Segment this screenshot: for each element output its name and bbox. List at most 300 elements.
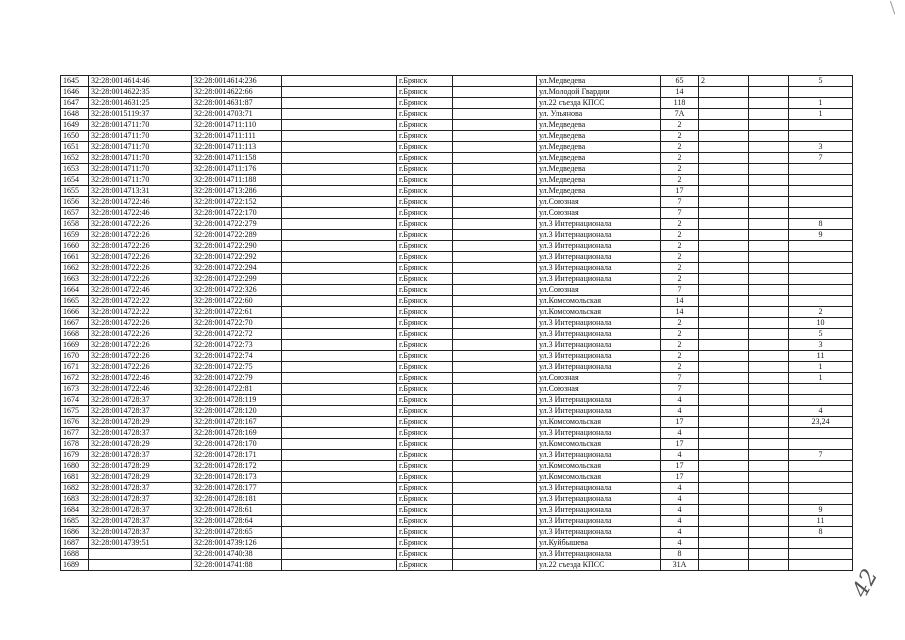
table-row (61, 142, 853, 153)
city-cell: г.Брянск (397, 263, 453, 274)
row-number-cell: 1651 (61, 142, 89, 153)
owner-cell (282, 329, 397, 340)
city-cell: г.Брянск (397, 483, 453, 494)
city-cell: г.Брянск (397, 131, 453, 142)
house-cell: 118 (661, 98, 699, 109)
cadastral-number-cell: 32:28:0014722:292 (192, 252, 282, 263)
building-cell (699, 406, 749, 417)
owner-cell (282, 241, 397, 252)
cadastral-quarter-cell: 32:28:0014722:46 (89, 197, 192, 208)
owner-cell (282, 175, 397, 186)
owner-cell (282, 307, 397, 318)
cadastral-quarter-cell: 32:28:0014711:70 (89, 142, 192, 153)
locality-cell (453, 373, 537, 384)
house-cell: 8 (661, 549, 699, 560)
locality-cell (453, 208, 537, 219)
cadastral-number-cell: 32:28:0014728:177 (192, 483, 282, 494)
room-cell: 1 (789, 362, 853, 373)
locality-cell (453, 439, 537, 450)
house-cell: 2 (661, 241, 699, 252)
street-cell: ул.Медведева (537, 175, 661, 186)
cadastral-quarter-cell: 32:28:0014722:46 (89, 384, 192, 395)
apartment-cell (749, 98, 789, 109)
house-cell: 2 (661, 219, 699, 230)
apartment-cell (749, 164, 789, 175)
cadastral-number-cell: 32:28:0014722:79 (192, 373, 282, 384)
owner-cell (282, 483, 397, 494)
row-number-cell: 1685 (61, 516, 89, 527)
cadastral-number-cell: 32:28:0014728:172 (192, 461, 282, 472)
house-cell: 4 (661, 406, 699, 417)
cadastral-quarter-cell: 32:28:0014711:70 (89, 120, 192, 131)
locality-cell (453, 362, 537, 373)
street-cell: ул.3 Интернационала (537, 505, 661, 516)
city-cell: г.Брянск (397, 197, 453, 208)
cadastral-quarter-cell (89, 560, 192, 571)
building-cell (699, 274, 749, 285)
building-cell (699, 538, 749, 549)
apartment-cell (749, 395, 789, 406)
cadastral-number-cell: 32:28:0014722:279 (192, 219, 282, 230)
table-row (61, 538, 853, 549)
building-cell (699, 120, 749, 131)
room-cell (789, 472, 853, 483)
row-number-cell: 1650 (61, 131, 89, 142)
apartment-cell (749, 175, 789, 186)
apartment-cell (749, 153, 789, 164)
building-cell (699, 219, 749, 230)
owner-cell (282, 76, 397, 87)
row-number-cell: 1689 (61, 560, 89, 571)
row-number-cell: 1672 (61, 373, 89, 384)
street-cell: ул.Комсомольская (537, 461, 661, 472)
owner-cell (282, 527, 397, 538)
house-cell: 14 (661, 307, 699, 318)
building-cell (699, 516, 749, 527)
cadastral-number-cell: 32:28:0014728:169 (192, 428, 282, 439)
row-number-cell: 1649 (61, 120, 89, 131)
room-cell: 5 (789, 329, 853, 340)
apartment-cell (749, 109, 789, 120)
cadastral-quarter-cell: 32:28:0014622:35 (89, 87, 192, 98)
cadastral-quarter-cell: 32:28:0014728:37 (89, 428, 192, 439)
room-cell: 3 (789, 340, 853, 351)
locality-cell (453, 285, 537, 296)
locality-cell (453, 219, 537, 230)
room-cell (789, 175, 853, 186)
room-cell (789, 439, 853, 450)
street-cell: ул.3 Интернационала (537, 351, 661, 362)
building-cell (699, 252, 749, 263)
owner-cell (282, 208, 397, 219)
city-cell: г.Брянск (397, 461, 453, 472)
apartment-cell (749, 560, 789, 571)
cadastral-number-cell: 32:28:0014728:181 (192, 494, 282, 505)
table-row (61, 109, 853, 120)
room-cell: 1 (789, 109, 853, 120)
locality-cell (453, 142, 537, 153)
room-cell (789, 164, 853, 175)
city-cell: г.Брянск (397, 549, 453, 560)
cadastral-number-cell: 32:28:0014711:110 (192, 120, 282, 131)
cadastral-number-cell: 32:28:0014740:38 (192, 549, 282, 560)
building-cell (699, 131, 749, 142)
house-cell: 4 (661, 516, 699, 527)
cadastral-number-cell: 32:28:0014703:71 (192, 109, 282, 120)
building-cell (699, 175, 749, 186)
city-cell: г.Брянск (397, 494, 453, 505)
locality-cell (453, 307, 537, 318)
row-number-cell: 1676 (61, 417, 89, 428)
locality-cell (453, 109, 537, 120)
building-cell (699, 153, 749, 164)
cadastral-quarter-cell: 32:28:0014711:70 (89, 175, 192, 186)
cadastral-number-cell: 32:28:0014622:66 (192, 87, 282, 98)
owner-cell (282, 120, 397, 131)
city-cell: г.Брянск (397, 252, 453, 263)
row-number-cell: 1655 (61, 186, 89, 197)
owner-cell (282, 186, 397, 197)
cadastral-number-cell: 32:28:0014722:61 (192, 307, 282, 318)
city-cell: г.Брянск (397, 274, 453, 285)
table-row (61, 87, 853, 98)
city-cell: г.Брянск (397, 439, 453, 450)
room-cell: 4 (789, 406, 853, 417)
locality-cell (453, 340, 537, 351)
row-number-cell: 1668 (61, 329, 89, 340)
table-row (61, 296, 853, 307)
table-row (61, 98, 853, 109)
row-number-cell: 1677 (61, 428, 89, 439)
room-cell: 7 (789, 153, 853, 164)
building-cell (699, 164, 749, 175)
room-cell (789, 494, 853, 505)
table-row (61, 175, 853, 186)
locality-cell (453, 450, 537, 461)
table-row (61, 219, 853, 230)
house-cell: 2 (661, 153, 699, 164)
table-row (61, 516, 853, 527)
locality-cell (453, 516, 537, 527)
locality-cell (453, 494, 537, 505)
street-cell: ул.3 Интернационала (537, 406, 661, 417)
row-number-cell: 1678 (61, 439, 89, 450)
house-cell: 7 (661, 208, 699, 219)
row-number-cell: 1683 (61, 494, 89, 505)
apartment-cell (749, 549, 789, 560)
building-cell (699, 208, 749, 219)
street-cell: ул.Медведева (537, 131, 661, 142)
owner-cell (282, 87, 397, 98)
room-cell (789, 197, 853, 208)
street-cell: ул.3 Интернационала (537, 428, 661, 439)
building-cell (699, 263, 749, 274)
cadastral-number-cell: 32:28:0014728:65 (192, 527, 282, 538)
owner-cell (282, 98, 397, 109)
row-number-cell: 1688 (61, 549, 89, 560)
room-cell: 5 (789, 76, 853, 87)
row-number-cell: 1652 (61, 153, 89, 164)
cadastral-quarter-cell: 32:28:0014711:70 (89, 153, 192, 164)
apartment-cell (749, 439, 789, 450)
city-cell: г.Брянск (397, 285, 453, 296)
owner-cell (282, 318, 397, 329)
building-cell (699, 362, 749, 373)
apartment-cell (749, 516, 789, 527)
city-cell: г.Брянск (397, 208, 453, 219)
apartment-cell (749, 296, 789, 307)
city-cell: г.Брянск (397, 318, 453, 329)
row-number-cell: 1646 (61, 87, 89, 98)
cadastral-number-cell: 32:28:0014722:326 (192, 285, 282, 296)
owner-cell (282, 109, 397, 120)
cadastral-quarter-cell: 32:28:0014728:29 (89, 472, 192, 483)
row-number-cell: 1657 (61, 208, 89, 219)
cadastral-quarter-cell: 32:28:0014722:26 (89, 219, 192, 230)
city-cell: г.Брянск (397, 472, 453, 483)
cadastral-number-cell: 32:28:0014722:81 (192, 384, 282, 395)
locality-cell (453, 417, 537, 428)
owner-cell (282, 549, 397, 560)
owner-cell (282, 263, 397, 274)
cadastral-number-cell: 32:28:0014614:236 (192, 76, 282, 87)
apartment-cell (749, 450, 789, 461)
cadastral-number-cell: 32:28:0014722:170 (192, 208, 282, 219)
room-cell (789, 483, 853, 494)
city-cell: г.Брянск (397, 230, 453, 241)
row-number-cell: 1667 (61, 318, 89, 329)
street-cell: ул.3 Интернационала (537, 395, 661, 406)
city-cell: г.Брянск (397, 340, 453, 351)
room-cell (789, 428, 853, 439)
cadastral-number-cell: 32:28:0014728:167 (192, 417, 282, 428)
street-cell: ул.22 съезда КПСС (537, 98, 661, 109)
cadastral-number-cell: 32:28:0014722:289 (192, 230, 282, 241)
table-row (61, 395, 853, 406)
table-row (61, 197, 853, 208)
city-cell: г.Брянск (397, 450, 453, 461)
building-cell (699, 417, 749, 428)
building-cell (699, 340, 749, 351)
street-cell: ул.Молодой Гвардии (537, 87, 661, 98)
street-cell: ул.Медведева (537, 186, 661, 197)
house-cell: 7 (661, 197, 699, 208)
table-row (61, 406, 853, 417)
table-row (61, 120, 853, 131)
building-cell (699, 142, 749, 153)
table-row (61, 483, 853, 494)
house-cell: 2 (661, 230, 699, 241)
handwritten-page-number: 42 (848, 565, 884, 602)
building-cell (699, 483, 749, 494)
house-cell: 4 (661, 494, 699, 505)
house-cell: 2 (661, 351, 699, 362)
apartment-cell (749, 208, 789, 219)
room-cell (789, 395, 853, 406)
row-number-cell: 1656 (61, 197, 89, 208)
owner-cell (282, 164, 397, 175)
cadastral-quarter-cell: 32:28:0014722:26 (89, 252, 192, 263)
table-row (61, 560, 853, 571)
house-cell: 2 (661, 340, 699, 351)
table-row (61, 76, 853, 87)
row-number-cell: 1659 (61, 230, 89, 241)
row-number-cell: 1658 (61, 219, 89, 230)
cadastral-number-cell: 32:28:0014711:188 (192, 175, 282, 186)
building-cell (699, 505, 749, 516)
table-row (61, 351, 853, 362)
table-row (61, 505, 853, 516)
house-cell: 4 (661, 483, 699, 494)
locality-cell (453, 472, 537, 483)
room-cell (789, 241, 853, 252)
owner-cell (282, 373, 397, 384)
row-number-cell: 1654 (61, 175, 89, 186)
house-cell: 2 (661, 252, 699, 263)
cadastral-quarter-cell: 32:28:0014728:37 (89, 516, 192, 527)
locality-cell (453, 351, 537, 362)
locality-cell (453, 87, 537, 98)
building-cell (699, 439, 749, 450)
street-cell: ул.3 Интернационала (537, 362, 661, 373)
locality-cell (453, 560, 537, 571)
apartment-cell (749, 428, 789, 439)
room-cell: 8 (789, 527, 853, 538)
table-row (61, 252, 853, 263)
room-cell (789, 285, 853, 296)
locality-cell (453, 296, 537, 307)
street-cell: ул.Союзная (537, 373, 661, 384)
house-cell: 2 (661, 142, 699, 153)
table-row (61, 131, 853, 142)
table-row (61, 307, 853, 318)
cadastral-quarter-cell: 32:28:0014722:26 (89, 351, 192, 362)
house-cell: 17 (661, 417, 699, 428)
row-number-cell: 1682 (61, 483, 89, 494)
locality-cell (453, 428, 537, 439)
locality-cell (453, 230, 537, 241)
apartment-cell (749, 252, 789, 263)
city-cell: г.Брянск (397, 406, 453, 417)
cadastral-number-cell: 32:28:0014631:87 (192, 98, 282, 109)
cadastral-number-cell: 32:28:0014713:286 (192, 186, 282, 197)
house-cell: 17 (661, 472, 699, 483)
locality-cell (453, 406, 537, 417)
owner-cell (282, 274, 397, 285)
city-cell: г.Брянск (397, 307, 453, 318)
owner-cell (282, 450, 397, 461)
building-cell (699, 318, 749, 329)
room-cell (789, 186, 853, 197)
building-cell (699, 98, 749, 109)
cadastral-quarter-cell: 32:28:0014728:37 (89, 406, 192, 417)
table-row (61, 461, 853, 472)
city-cell: г.Брянск (397, 384, 453, 395)
owner-cell (282, 406, 397, 417)
city-cell: г.Брянск (397, 395, 453, 406)
locality-cell (453, 241, 537, 252)
city-cell: г.Брянск (397, 153, 453, 164)
house-cell: 2 (661, 175, 699, 186)
cadastral-quarter-cell: 32:28:0014728:29 (89, 439, 192, 450)
row-number-cell: 1660 (61, 241, 89, 252)
row-number-cell: 1674 (61, 395, 89, 406)
apartment-cell (749, 406, 789, 417)
table-row (61, 340, 853, 351)
cadastral-number-cell: 32:28:0014722:290 (192, 241, 282, 252)
street-cell: ул.Куйбышева (537, 538, 661, 549)
locality-cell (453, 175, 537, 186)
house-cell: 2 (661, 329, 699, 340)
room-cell: 3 (789, 142, 853, 153)
owner-cell (282, 252, 397, 263)
row-number-cell: 1675 (61, 406, 89, 417)
cadastral-number-cell: 32:28:0014722:299 (192, 274, 282, 285)
street-cell: ул.Союзная (537, 197, 661, 208)
table-row (61, 186, 853, 197)
locality-cell (453, 318, 537, 329)
room-cell (789, 87, 853, 98)
table-row (61, 527, 853, 538)
building-cell (699, 186, 749, 197)
building-cell (699, 373, 749, 384)
locality-cell (453, 164, 537, 175)
row-number-cell: 1647 (61, 98, 89, 109)
city-cell: г.Брянск (397, 98, 453, 109)
city-cell: г.Брянск (397, 142, 453, 153)
cadastral-number-cell: 32:28:0014722:73 (192, 340, 282, 351)
room-cell (789, 120, 853, 131)
row-number-cell: 1686 (61, 527, 89, 538)
owner-cell (282, 230, 397, 241)
street-cell: ул.Комсомольская (537, 296, 661, 307)
locality-cell (453, 153, 537, 164)
apartment-cell (749, 120, 789, 131)
house-cell: 14 (661, 87, 699, 98)
house-cell: 65 (661, 76, 699, 87)
table-row (61, 549, 853, 560)
city-cell: г.Брянск (397, 120, 453, 131)
street-cell: ул.Медведева (537, 153, 661, 164)
house-cell: 7 (661, 285, 699, 296)
city-cell: г.Брянск (397, 76, 453, 87)
cadastral-number-cell: 32:28:0014711:158 (192, 153, 282, 164)
building-cell (699, 560, 749, 571)
cadastral-number-cell: 32:28:0014722:70 (192, 318, 282, 329)
table-row (61, 417, 853, 428)
owner-cell (282, 494, 397, 505)
owner-cell (282, 538, 397, 549)
cadastral-number-cell: 32:28:0014728:173 (192, 472, 282, 483)
house-cell: 2 (661, 318, 699, 329)
room-cell: 10 (789, 318, 853, 329)
owner-cell (282, 417, 397, 428)
locality-cell (453, 483, 537, 494)
apartment-cell (749, 186, 789, 197)
street-cell: ул.Комсомольская (537, 417, 661, 428)
street-cell: ул.3 Интернационала (537, 252, 661, 263)
cadastral-number-cell: 32:28:0014722:75 (192, 362, 282, 373)
street-cell: ул.3 Интернационала (537, 263, 661, 274)
table-row (61, 208, 853, 219)
street-cell: ул.3 Интернационала (537, 483, 661, 494)
cadastral-quarter-cell (89, 549, 192, 560)
building-cell (699, 285, 749, 296)
house-cell: 7 (661, 384, 699, 395)
row-number-cell: 1662 (61, 263, 89, 274)
owner-cell (282, 362, 397, 373)
apartment-cell (749, 274, 789, 285)
